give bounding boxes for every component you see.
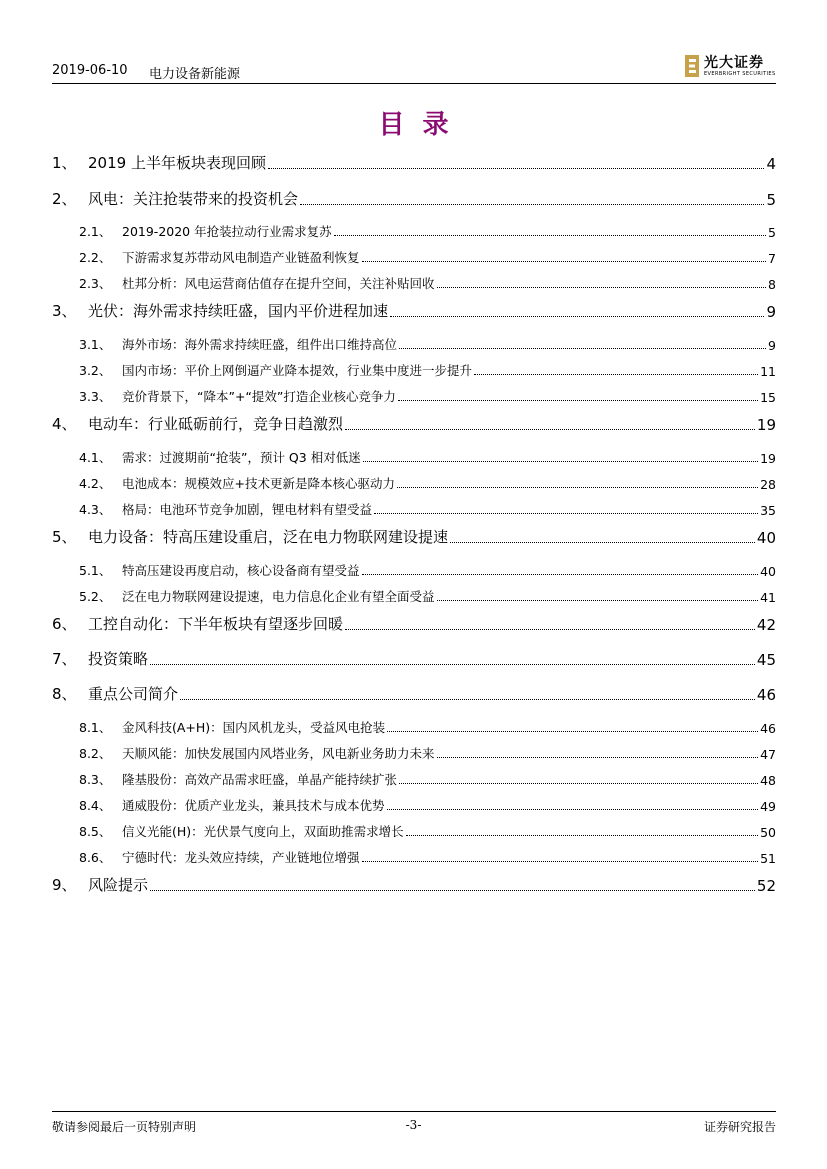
toc-dot-leader [437,757,759,758]
toc-entry[interactable] [52,822,776,840]
toc-entry-title: 光伏：海外需求持续旺盛，国内平价进程加速 [88,302,389,320]
toc-dot-leader [180,699,755,700]
toc-entry[interactable] [52,274,776,292]
toc-dot-leader [345,629,755,630]
toc-entry-number: 8.1、 [79,720,112,735]
toc-dot-leader [399,783,758,784]
toc-entry[interactable] [52,387,776,405]
page-title: 目录 [378,110,467,140]
report-sector: 电力设备新能源 [149,67,241,82]
toc-entry-number: 3、 [52,302,77,320]
toc-entry[interactable] [52,744,776,762]
toc-entry-number: 8.5、 [79,824,112,839]
toc-entry-page: 5 [766,191,776,209]
toc-entry-number: 8.4、 [79,798,112,813]
toc-entry-page: 40 [756,529,776,547]
toc-entry-number: 4.1、 [79,450,112,465]
toc-entry-page: 46 [756,686,776,704]
toc-entry-title: 电力设备：特高压建设重启，泛在电力物联网建设提速 [88,528,449,546]
toc-dot-leader [437,600,759,601]
toc-entry[interactable] [52,413,776,434]
toc-entry[interactable] [52,188,776,209]
toc-entry-page: 50 [760,825,776,840]
toc-entry-page: 15 [760,390,776,405]
toc-entry-page: 28 [760,477,776,492]
toc-entry[interactable] [52,222,776,240]
logo-text-cn: 光大证券 [704,55,764,71]
toc-entry-title: 隆基股份：高效产品需求旺盛，单晶产能持续扩张 [122,772,398,787]
toc-dot-leader [363,461,758,462]
toc-entry-number: 5.2、 [79,589,112,604]
toc-entry-number: 4.2、 [79,476,112,491]
toc-entry[interactable] [52,796,776,814]
toc-entry-page: 51 [760,851,776,866]
toc-entry-title: 信义光能(H)：光伏景气度向上，双面助推需求增长 [122,824,404,839]
toc-entry-title: 通威股份：优质产业龙头，兼具技术与成本优势 [122,798,385,813]
toc-entry-title: 杜邦分析：风电运营商估值存在提升空间，关注补贴回收 [122,276,435,291]
toc-entry-title: 重点公司简介 [88,685,179,703]
toc-entry-number: 4、 [52,415,77,433]
page-number: -3- [405,1118,422,1132]
toc-entry-title: 金风科技(A+H)：国内风机龙头，受益风电抢装 [122,720,386,735]
toc-entry-page: 46 [760,721,776,736]
toc-dot-leader [450,542,755,543]
toc-entry-number: 2.3、 [79,276,112,291]
toc-dot-leader [150,890,755,891]
toc-entry-page: 4 [766,155,776,173]
toc-entry-number: 5、 [52,528,77,546]
toc-entry[interactable] [52,448,776,466]
report-date: 2019-06-10 [52,63,128,78]
toc-entry-title: 天顺风能：加快发展国内风塔业务，风电新业务助力未来 [122,746,435,761]
toc-entry-page: 7 [768,251,776,266]
toc-entry[interactable] [52,526,776,547]
toc-dot-leader [374,513,758,514]
toc-entry[interactable] [52,770,776,788]
company-logo [684,52,776,82]
toc-entry-number: 8、 [52,685,77,703]
toc-entry-number: 8.6、 [79,850,112,865]
toc-entry[interactable] [52,648,776,669]
toc-entry-title: 海外市场：海外需求持续旺盛，组件出口维持高位 [122,337,398,352]
toc-entry[interactable] [52,248,776,266]
toc-entry-number: 3.3、 [79,389,112,404]
logo-text-en: EVERBRIGHT SECURITIES [704,71,776,77]
toc-entry-page: 35 [760,503,776,518]
toc-entry-number: 9、 [52,876,77,894]
toc-entry-title: 2019 上半年板块表现回顾 [88,154,266,172]
toc-entry-title: 国内市场：平价上网倒逼产业降本提效，行业集中度进一步提升 [122,363,473,378]
toc-entry-page: 45 [756,651,776,669]
toc-entry-title: 需求：过渡期前“抢装”，预计 Q3 相对低迷 [122,450,361,465]
toc-entry[interactable] [52,683,776,704]
toc-dot-leader [387,809,759,810]
toc-entry-title: 投资策略 [88,650,149,668]
toc-entry[interactable] [52,718,776,736]
toc-dot-leader [150,664,755,665]
toc-entry-page: 49 [760,799,776,814]
toc-entry-number: 7、 [52,650,77,668]
toc-entry-title: 竞价背景下，“降本”+“提效”打造企业核心竞争力 [122,389,396,404]
footer-divider [52,1111,776,1112]
toc-dot-leader [362,574,759,575]
toc-dot-leader [268,168,765,169]
toc-entry[interactable] [52,500,776,518]
toc-entry[interactable] [52,152,776,173]
toc-entry-title: 宁德时代：龙头效应持续，产业链地位增强 [122,850,360,865]
toc-entry[interactable] [52,848,776,866]
toc-entry-page: 11 [760,364,776,379]
toc-entry-page: 19 [756,416,776,434]
toc-dot-leader [397,487,758,488]
toc-entry-title: 工控自动化：下半年板块有望逐步回暖 [88,615,344,633]
toc-entry-title: 格局：电池环节竞争加剧，锂电材料有望受益 [122,502,373,517]
toc-entry-title: 电动车：行业砥砺前行，竞争日趋激烈 [88,415,344,433]
toc-entry-number: 2.2、 [79,250,112,265]
toc-entry-page: 47 [760,747,776,762]
toc-entry-number: 4.3、 [79,502,112,517]
toc-entry-title: 泛在电力物联网建设提速，电力信息化企业有望全面受益 [122,589,435,604]
toc-entry-page: 40 [760,564,776,579]
toc-entry[interactable] [52,613,776,634]
toc-dot-leader [345,429,755,430]
toc-entry-title: 2019-2020 年抢装拉动行业需求复苏 [122,224,332,239]
toc-dot-leader [437,287,767,288]
toc-dot-leader [390,316,764,317]
toc-dot-leader [334,235,766,236]
toc-entry-number: 8.2、 [79,746,112,761]
toc-entry[interactable] [52,587,776,605]
toc-entry-page: 9 [766,303,776,321]
toc-entry-title: 风电：关注抢装带来的投资机会 [88,190,299,208]
toc-entry-page: 41 [760,590,776,605]
toc-entry[interactable] [52,361,776,379]
toc-entry-page: 19 [760,451,776,466]
toc-entry-title: 下游需求复苏带动风电制造产业链盈利恢复 [122,250,360,265]
toc-entry-number: 3.1、 [79,337,112,352]
toc-entry[interactable] [52,300,776,321]
toc-entry-page: 8 [768,277,776,292]
toc-entry-page: 42 [756,616,776,634]
logo-mark-icon [684,54,700,78]
toc-dot-leader [387,731,758,732]
toc-entry-page: 52 [756,877,776,895]
footer-report-type: 证券研究报告 [703,1120,776,1134]
toc-entry[interactable] [52,874,776,895]
toc-entry-title: 特高压建设再度启动，核心设备商有望受益 [122,563,360,578]
toc-entry-title: 电池成本：规模效应+技术更新是降本核心驱动力 [122,476,395,491]
toc-entry[interactable] [52,335,776,353]
toc-dot-leader [300,204,764,205]
header-divider [52,83,776,84]
toc-entry-number: 1、 [52,154,77,172]
toc-entry-number: 8.3、 [79,772,112,787]
toc-entry[interactable] [52,474,776,492]
toc-entry-number: 2.1、 [79,224,112,239]
toc-entry-page: 5 [768,225,776,240]
toc-entry-number: 5.1、 [79,563,112,578]
toc-entry-number: 3.2、 [79,363,112,378]
toc-entry-page: 9 [768,338,776,353]
toc-dot-leader [406,835,758,836]
toc-dot-leader [398,400,758,401]
footer-disclaimer: 敬请参阅最后一页特别声明 [52,1120,197,1134]
toc-dot-leader [474,374,758,375]
toc-dot-leader [362,861,759,862]
toc-entry-page: 48 [760,773,776,788]
toc-entry-number: 2、 [52,190,77,208]
toc-entry-number: 6、 [52,615,77,633]
toc-dot-leader [362,261,767,262]
page-header [52,55,776,84]
toc-entry-title: 风险提示 [88,876,149,894]
toc-dot-leader [399,348,766,349]
toc-entry[interactable] [52,561,776,579]
